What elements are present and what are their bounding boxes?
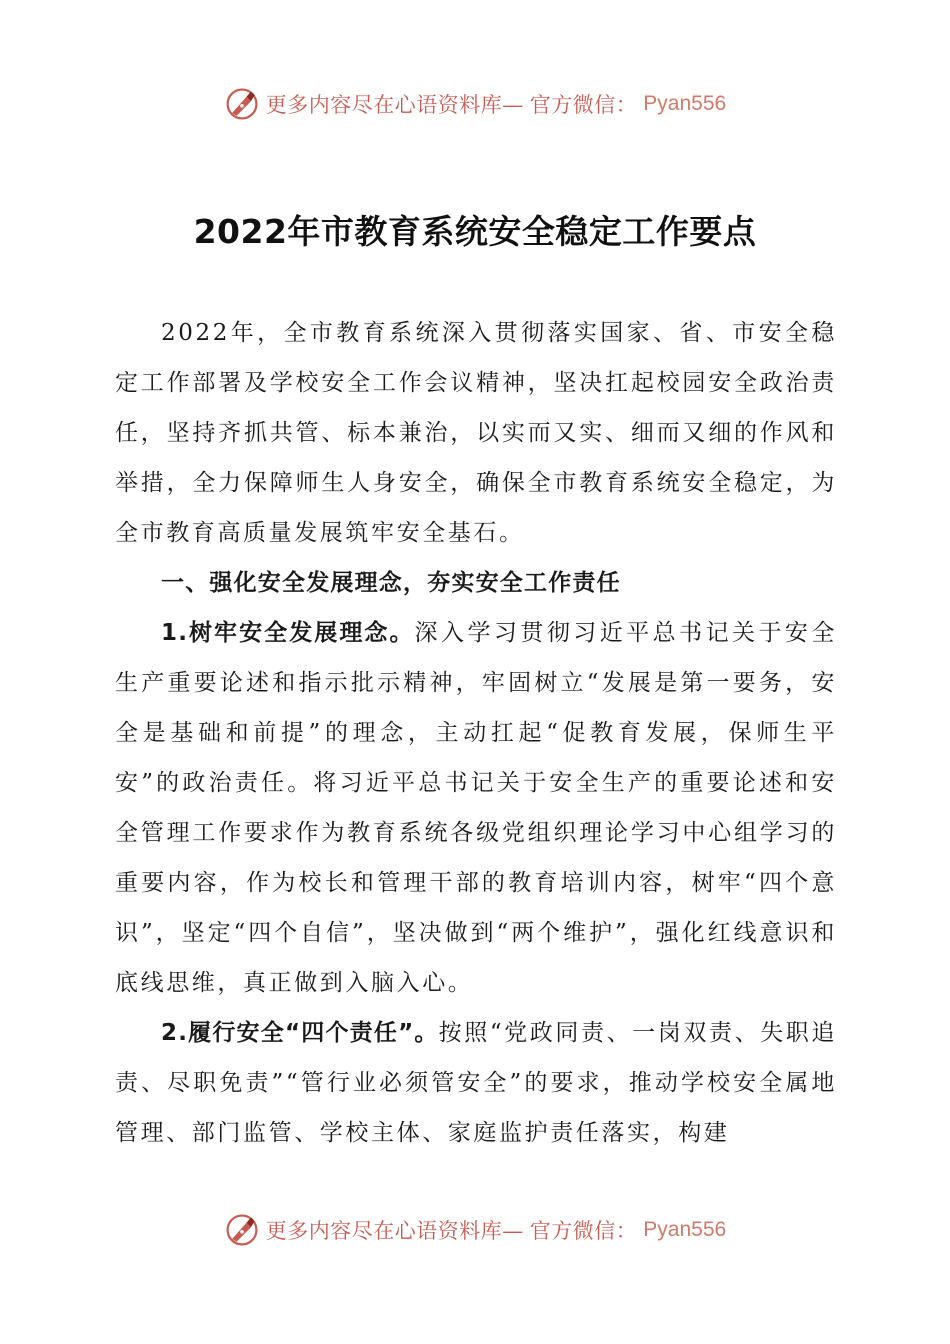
pen-nib-icon <box>224 1212 260 1248</box>
watermark-wechat-label: 官方微信： <box>529 1219 638 1243</box>
document-title: 2022年市教育系统安全稳定工作要点 <box>193 212 757 251</box>
section-heading: 一、强化安全发展理念，夯实安全工作责任 <box>161 570 621 596</box>
watermark-text: 更多内容尽在心语资料库— <box>265 1219 524 1243</box>
item-2-paragraph <box>115 1008 837 1158</box>
item-2-body: 按照“党政同责、一岗双责、失职追责、尽职免责”“管行业必须管安全”的要求，推动学校安全属地管理、部门监管、学校主体、家庭监护责任落实，构建 <box>115 1020 838 1146</box>
header-watermark <box>0 84 950 124</box>
item-2-lead: 2.履行安全“四个责任”。 <box>161 1020 439 1046</box>
item-1-lead: 1.树牢安全发展理念。 <box>161 620 415 646</box>
document-body <box>115 308 837 1158</box>
item-1-paragraph <box>115 608 837 1008</box>
item-1-body: 深入学习贯彻习近平总书记关于安全生产重要论述和指示批示精神，牢固树立“发展是第一要务，安全是基础和前提”的理念，主动扛起“促教育发展，保师生平安”的政治责任。将习近平总书记关于安全生产的重要论述和安全管理工作要求作为教育系统各级党组织理论学习中心组学习的重要内容，作为校长和管理干部的教育培训内容，树牢“四个意识”，坚定“四个自信”，坚决做到“两个维护”，强化红线意识和底线思维，真正做到入脑入心。 <box>115 620 837 996</box>
watermark-wechat-id: Pyan556 <box>643 1218 727 1241</box>
watermark-wechat-label: 官方微信： <box>529 93 638 117</box>
intro-paragraph: 2022年，全市教育系统深入贯彻落实国家、省、市安全稳定工作部署及学校安全工作会议精神，坚决扛起校园安全政治责任，坚持齐抓共管、标本兼治，以实而又实、细而又细的作风和举措，全力保障师生人身安全，确保全市教育系统安全稳定，为全市教育高质量发展筑牢安全基石。 <box>115 320 837 546</box>
pen-nib-icon <box>224 86 260 122</box>
watermark-wechat-id: Pyan556 <box>643 92 727 115</box>
footer-watermark <box>0 1210 950 1250</box>
watermark-text: 更多内容尽在心语资料库— <box>265 93 524 117</box>
